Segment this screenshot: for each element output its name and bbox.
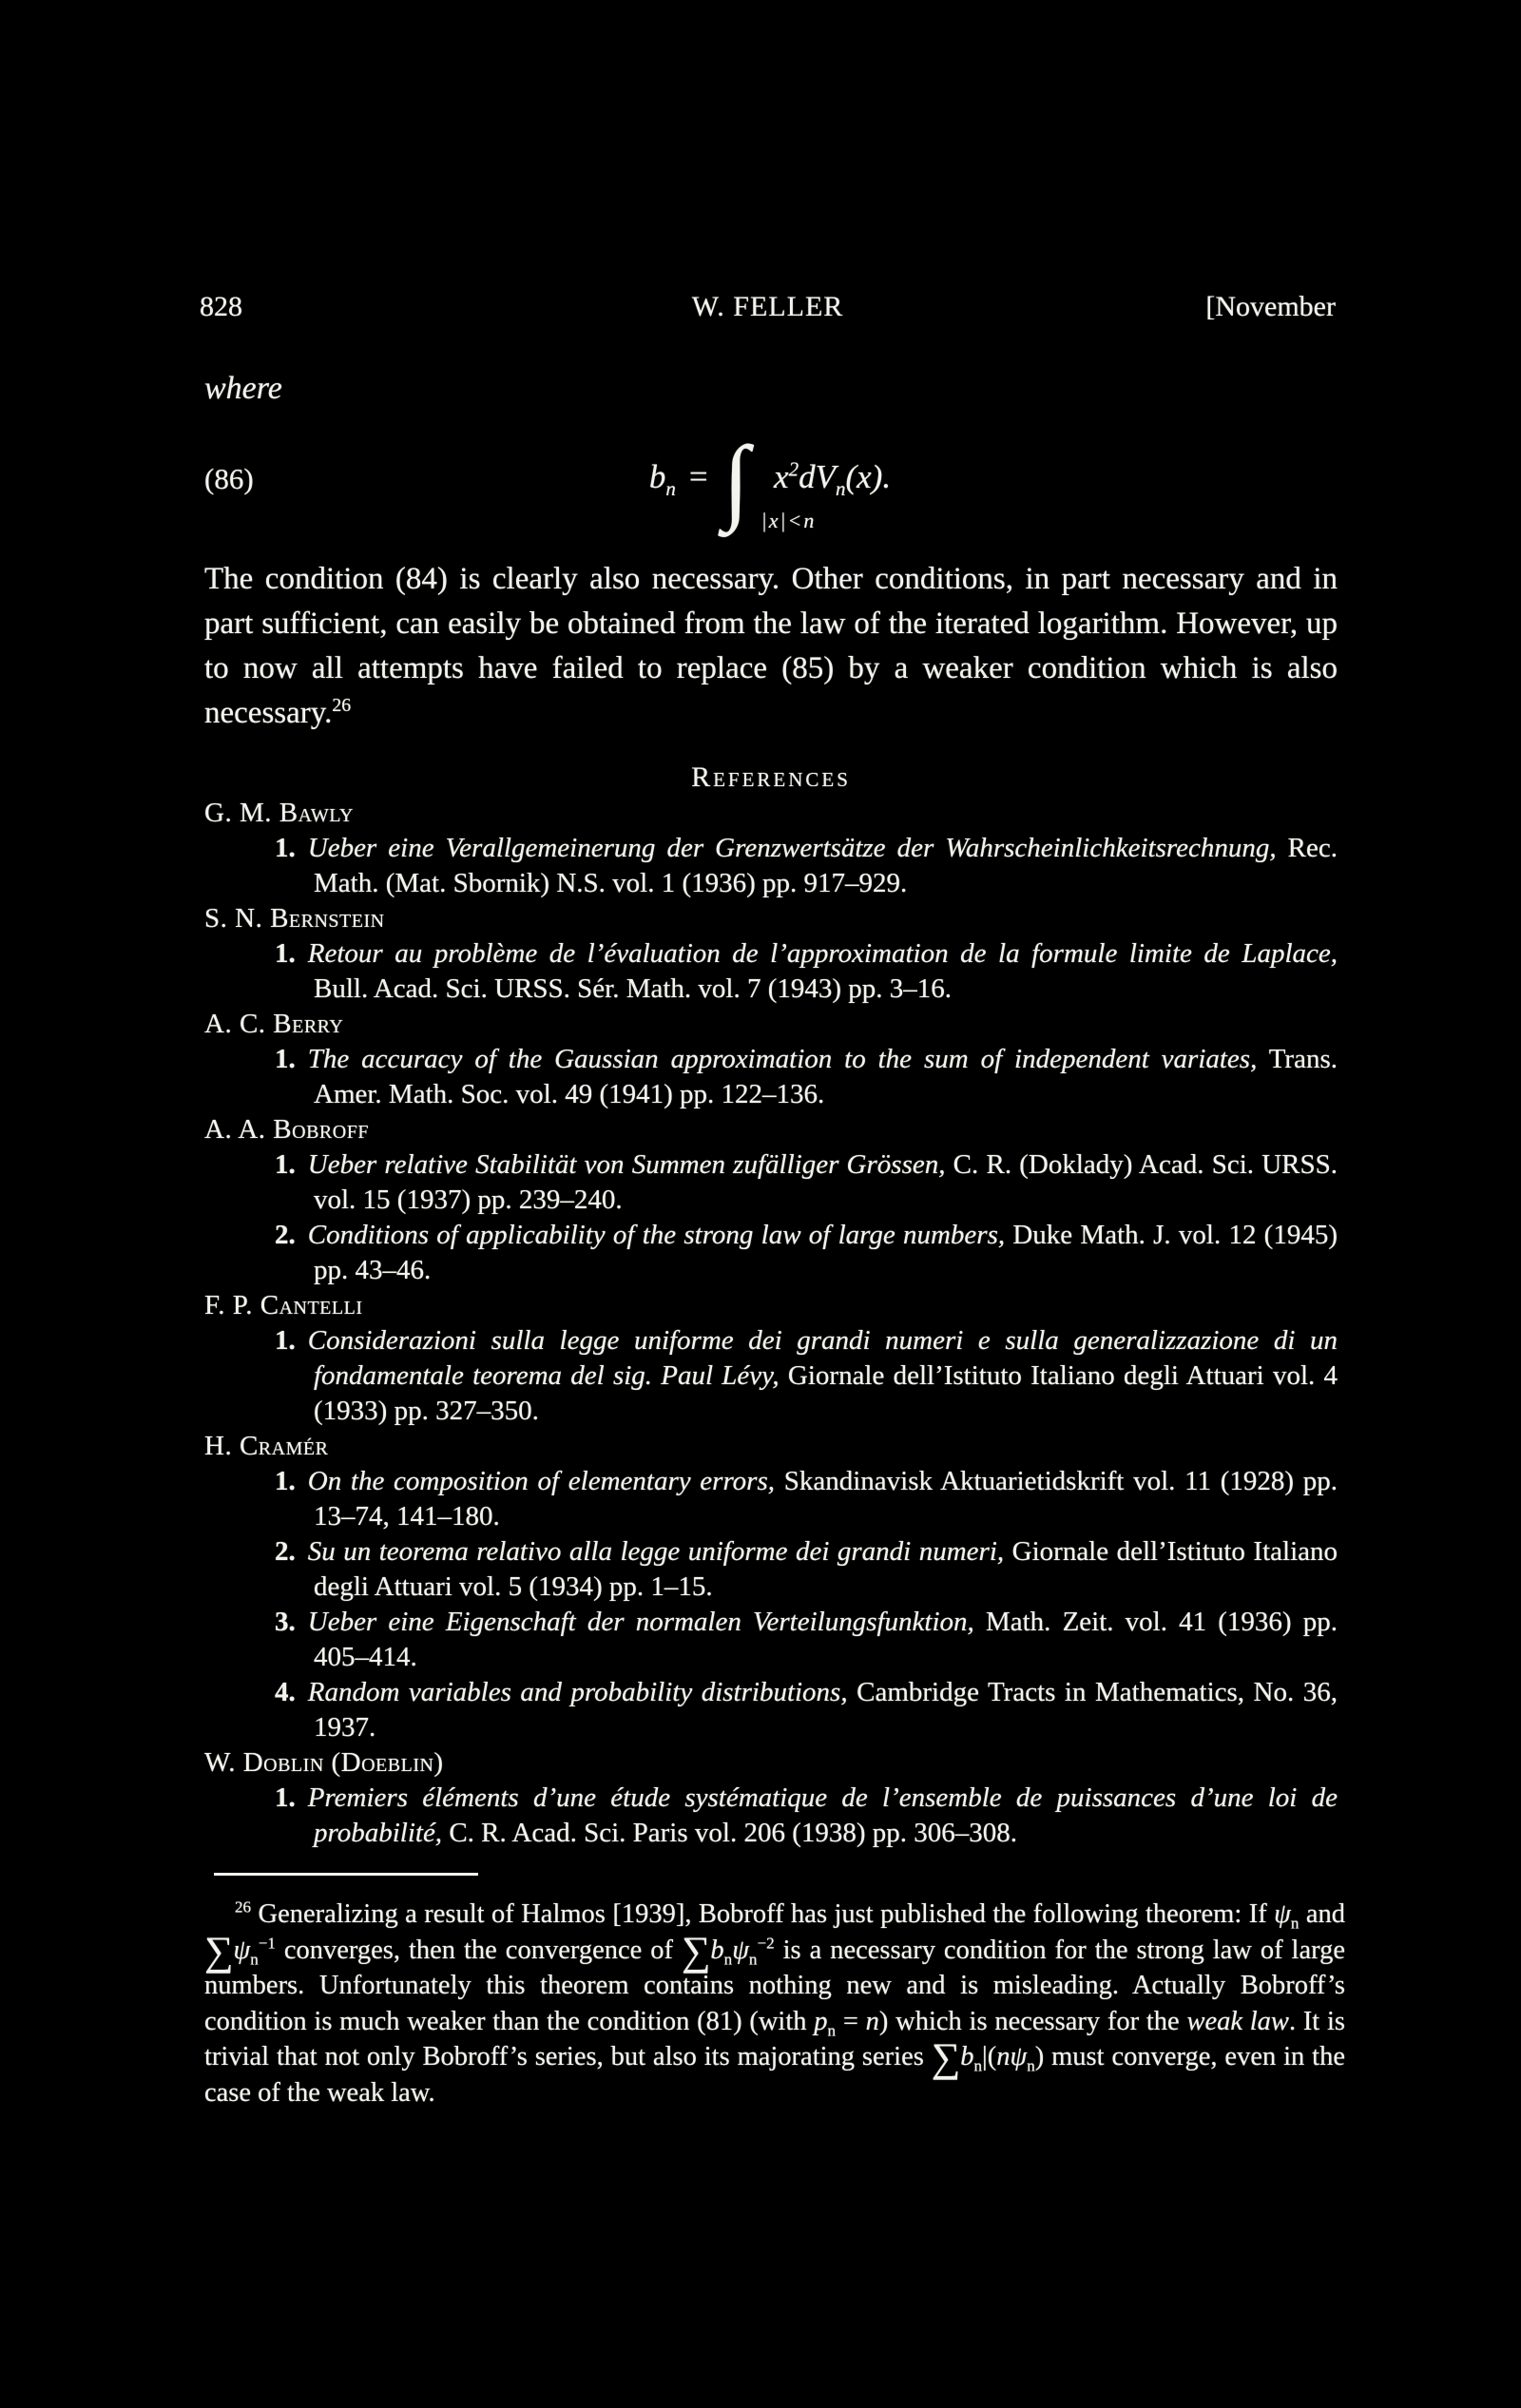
psi-subscript: n [250, 1950, 259, 1969]
summation-sign: ∑ [204, 1929, 234, 1974]
footnote-rule [214, 1873, 478, 1876]
footnote-reference-mark: 26 [332, 695, 352, 716]
footnote-text: must converge, even in the case of the weak law. [204, 2042, 1346, 2108]
differential: dV [799, 458, 836, 496]
reference-entry-bernstein [204, 901, 1338, 1007]
reference-item-detail: C. R. Acad. Sci. Paris vol. 206 (1938) pp. 306–308. [442, 1818, 1018, 1848]
psi-exponent: −2 [757, 1934, 775, 1953]
reference-item [204, 1218, 1338, 1288]
paren-close: ) [1034, 2042, 1045, 2072]
reference-author: H. Cramér [204, 1431, 329, 1461]
reference-entry-doblin [204, 1745, 1338, 1851]
reference-item-title: Considerazioni sulla legge uniforme dei grandi numeri e sulla generalizzazione di un fondamentale teorema del sig. Paul Lévy, [307, 1325, 1338, 1391]
reference-item-title: Su un teorema relativo alla legge uniforme dei grandi numeri, [307, 1536, 1005, 1567]
references-heading: References [691, 761, 851, 793]
b-subscript: n [973, 2057, 983, 2076]
integral-sign: ∫ [722, 427, 750, 532]
n-symbol: n [865, 2006, 879, 2036]
footnote-text: Generalizing a result of Halmos [1939], Bobroff has just published the following theorem: If [251, 1899, 1275, 1929]
lead-word: where [204, 371, 282, 406]
footnote-text: and [1299, 1899, 1345, 1929]
reference-item-number: 1. [275, 1149, 296, 1180]
reference-author: S. N. Bernstein [204, 903, 385, 934]
reference-item [204, 831, 1338, 901]
paren-open: ( [987, 2042, 997, 2072]
footnote-marker: 26 [235, 1898, 252, 1917]
main-paragraph [204, 557, 1338, 736]
psi-subscript: n [1290, 1914, 1300, 1933]
reference-item-title: Ueber eine Verallgemeinerung der Grenzwertsätze der Wahrscheinlichkeitsrechnung, [307, 833, 1277, 863]
psi-subscript: n [748, 1950, 758, 1969]
reference-item [204, 1464, 1338, 1534]
reference-item [204, 1323, 1338, 1429]
reference-item-title: Ueber relative Stabilität von Summen zufälliger Grössen, [307, 1149, 946, 1180]
n-symbol: n [996, 2042, 1011, 2072]
equation-86 [204, 424, 1336, 536]
reference-item-title: Premiers éléments d’une étude systématique de l’ensemble de puissances d’une loi de probabilité, [307, 1782, 1338, 1848]
reference-author: W. Doblin (Doeblin) [204, 1747, 444, 1778]
reference-item-detail: Skandinavisk Aktuarietidskrift vol. 11 (1928) pp. 13–74, 141–180. [314, 1466, 1338, 1531]
reference-item-number: 3. [275, 1607, 296, 1637]
reference-item-title: Ueber eine Eigenschaft der normalen Verteilungsfunktion, [307, 1607, 974, 1637]
divider-bar: | [982, 2042, 988, 2072]
running-title: W. FELLER [691, 291, 844, 322]
footnote-text: . It is trivial that not only Bobroff’s series, but also its majorating series [204, 2006, 1345, 2072]
psi-subscript: n [1027, 2057, 1035, 2076]
integral-group [722, 427, 817, 532]
equation-number: (86) [204, 462, 254, 495]
reference-item-detail: Duke Math. J. vol. 12 (1945) pp. 43–46. [314, 1220, 1338, 1285]
reference-item-number: 1. [275, 1325, 296, 1356]
integrand-exponent: 2 [788, 457, 799, 481]
p-symbol: p [814, 2006, 828, 2036]
differential-sub: n [835, 477, 846, 501]
b-symbol: b [960, 2042, 974, 2072]
reference-item-detail: Cambridge Tracts in Mathematics, No. 36, 1937. [314, 1677, 1338, 1743]
summation-sign: ∑ [931, 2035, 961, 2081]
reference-item [204, 1534, 1338, 1605]
reference-item-number: 1. [275, 1044, 296, 1074]
integrand-x: x [774, 458, 789, 496]
reference-entry-cramer [204, 1429, 1338, 1745]
b-symbol: b [710, 1935, 724, 1965]
integral-limits: |x|<n [760, 509, 817, 532]
reference-item [204, 936, 1338, 1007]
reference-item-number: 2. [275, 1220, 296, 1250]
reference-item-title: Retour au problème de l’évaluation de l’approximation de la formule limite de Laplace, [307, 938, 1338, 969]
reference-item-number: 1. [275, 1782, 296, 1813]
psi-symbol: ψ [233, 1935, 251, 1965]
summation-sign: ∑ [681, 1929, 711, 1974]
reference-author: A. A. Bobroff [204, 1114, 369, 1145]
psi-exponent: −1 [258, 1934, 276, 1953]
reference-item-number: 1. [275, 938, 296, 969]
p-subscript: n [827, 2021, 837, 2040]
reference-item-number: 2. [275, 1536, 296, 1567]
references-section [204, 760, 1338, 1851]
page-number: 828 [200, 291, 242, 322]
reference-entry-berry [204, 1007, 1338, 1112]
emphasized-phrase: weak law [1186, 2006, 1289, 2036]
reference-entry-bawly [204, 796, 1338, 901]
reference-item-number: 4. [275, 1677, 296, 1707]
reference-item-detail: Giornale dell’Istituto Italiano degli Attuari vol. 5 (1934) pp. 1–15. [314, 1536, 1338, 1602]
formula-lhs-sub: n [665, 477, 676, 501]
reference-item-title: On the composition of elementary errors, [307, 1466, 775, 1496]
reference-item-detail: Math. Zeit. vol. 41 (1936) pp. 405–414. [314, 1607, 1338, 1672]
reference-item [204, 1781, 1338, 1851]
footnote-text: is a necessary condition for the strong law of large numbers. Unfortunately this theorem contains nothing new and is misleading. Actually Bobroff’s condition is much weaker than the condition (81) (with [204, 1935, 1345, 2036]
footnote-text: = [836, 2006, 866, 2036]
reference-item [204, 1605, 1338, 1675]
reference-item-detail: Bull. Acad. Sci. URSS. Sér. Math. vol. 7 (1943) pp. 3–16. [314, 973, 953, 1004]
reference-entry-bobroff [204, 1112, 1338, 1288]
reference-item-number: 1. [275, 833, 296, 863]
footnote [204, 1897, 1345, 2111]
reference-item-detail: Rec. Math. (Mat. Sbornik) N.S. vol. 1 (1936) pp. 917–929. [314, 833, 1338, 898]
paragraph-text: The condition (84) is clearly also necessary. Other conditions, in part necessary and in part sufficient, can easily be obtained from the law of the iterated logarithm. However, up to now all attempts have failed to replace (85) by a weaker condition which is also necessary. [204, 562, 1338, 730]
reference-item-title: Random variables and probability distributions, [307, 1677, 848, 1707]
reference-item [204, 1042, 1338, 1112]
reference-item [204, 1675, 1338, 1745]
psi-symbol: ψ [732, 1935, 749, 1965]
psi-symbol: ψ [1274, 1899, 1291, 1929]
reference-item-detail: Trans. Amer. Math. Soc. vol. 49 (1941) pp. 122–136. [314, 1044, 1338, 1109]
reference-item-title: Conditions of applicability of the strong law of large numbers, [307, 1220, 1006, 1250]
reference-item [204, 1147, 1338, 1218]
reference-item-title: The accuracy of the Gaussian approximation to the sum of independent variates, [307, 1044, 1258, 1074]
b-subscript: n [723, 1950, 733, 1969]
reference-item-number: 1. [275, 1466, 296, 1496]
equals-sign: = [688, 458, 708, 496]
reference-entry-cantelli [204, 1288, 1338, 1429]
reference-item-detail: C. R. (Doklady) Acad. Sci. URSS. vol. 15 (1937) pp. 239–240. [314, 1149, 1338, 1215]
reference-item-detail: Giornale dell’Istituto Italiano degli Attuari vol. 4 (1933) pp. 327–350. [314, 1360, 1338, 1426]
reference-author: F. P. Cantelli [204, 1290, 363, 1320]
formula-argument: (x). [845, 458, 892, 496]
reference-author: G. M. Bawly [204, 798, 354, 828]
psi-symbol: ψ [1010, 2042, 1028, 2072]
running-head [200, 291, 1336, 323]
footnote-text: ) which is necessary for the [878, 2006, 1187, 2036]
footnote-text: converges, then the convergence of [275, 1935, 682, 1965]
issue-label: [November [1205, 291, 1336, 322]
reference-author: A. C. Berry [204, 1009, 344, 1039]
formula-lhs: b [648, 458, 666, 496]
equation-formula [648, 427, 892, 532]
